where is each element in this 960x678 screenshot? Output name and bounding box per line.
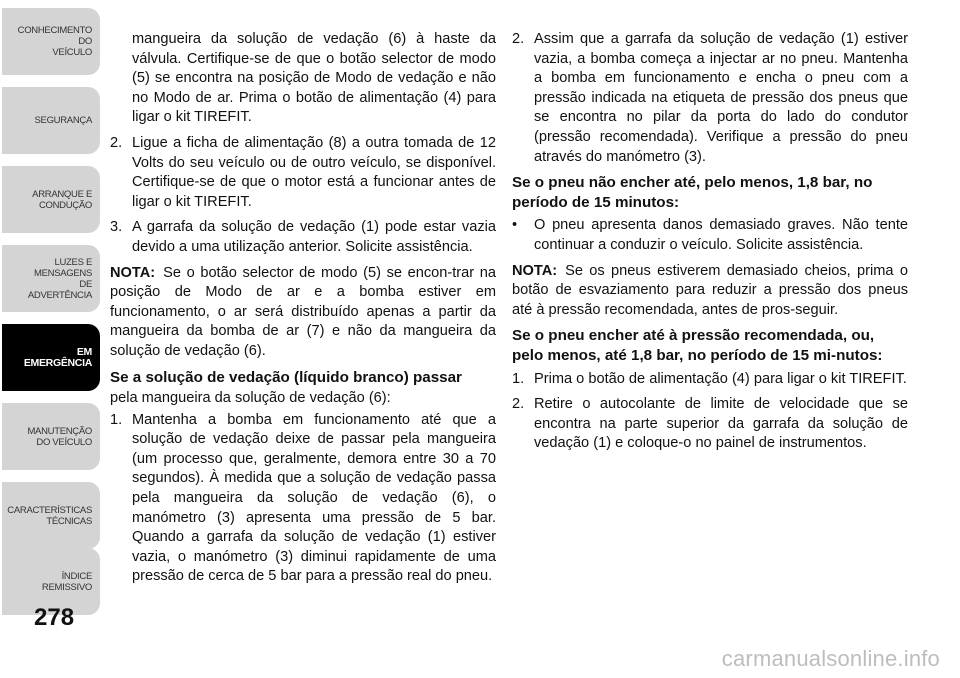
tab-label-line: CONDUÇÃO — [38, 199, 92, 211]
list-number: 1. — [110, 411, 123, 428]
note-paragraph — [110, 264, 496, 362]
tab-label-line: DO VEÍCULO — [36, 436, 92, 448]
list-number: 2. — [512, 396, 525, 413]
tab-caracteristicas-tecnicas[interactable] — [2, 482, 100, 549]
tab-seguranca[interactable] — [2, 87, 100, 154]
watermark: carmanualsonline.info — [721, 646, 940, 671]
left-column — [110, 30, 496, 593]
tab-label-line: EMERGÊNCIA — [23, 356, 92, 369]
note-label: NOTA: — [512, 262, 558, 279]
note-paragraph — [512, 262, 908, 321]
tab-label-line: SEGURANÇA — [34, 115, 92, 126]
list-text: Mantenha a bomba em funcionamento até que a solução de vedação deixe de passar pela mangueira (um processo que, geralmente, demora entre 30 a 70 segundos). À medida que a solução de vedação passa pela mangueira da solução de vedação (6), o manómetro (3) apresenta uma pressão de 5 bar. Quando a garrafa da solução de vedação (1) estiver vazia, o manómetro (3) diminui rapidamente de uma pressão de cerca de 5 bar para a pressão real do pneu. — [132, 411, 496, 585]
right-column — [512, 30, 908, 460]
bullet-mark: • — [512, 217, 518, 234]
list-item — [110, 218, 496, 257]
tab-label-line: DE — [79, 278, 92, 290]
tab-label-line: VEÍCULO — [52, 47, 92, 58]
tab-manutencao-do-veiculo[interactable] — [2, 403, 100, 470]
list-text: Ligue a ficha de alimentação (8) a outra tomada de 12 Volts do seu veículo ou de outro veículo, se disponível. Certifique-se de que o motor está a funcionar antes de ligar o kit TIREFIT. — [132, 134, 496, 210]
note-text: Se os pneus estiverem demasiado cheios, prima o botão de esvaziamento para reduzir a pressão dos pneus até à pressão recomendada, antes de pros-seguir. — [512, 262, 908, 318]
tab-label-line: ÍNDICE — [61, 570, 92, 582]
tab-label-line: DO — [78, 36, 92, 47]
list-item — [110, 411, 496, 587]
tab-label-line: TÉCNICAS — [46, 515, 92, 527]
tab-label-line: CARACTERÍSTICAS — [7, 504, 92, 516]
section-heading: Se o pneu não encher até, pelo menos, 1,8 bar, no período de 15 minutos: — [512, 174, 873, 211]
tab-label-line: MENSAGENS — [33, 267, 92, 279]
list-text: Assim que a garrafa da solução de vedação (1) estiver vazia, a bomba começa a injectar ar no pneu. Mantenha a bomba em funcionamento e encha o pneu com a pressão indicada na etiqueta de pressão dos pneus que se encontra no pilar da porta do lado do condutor (pressão recomendada). Verifique a pressão do pneu através do manómetro (3). — [534, 31, 908, 165]
list-text: Retire o autocolante de limite de velocidade que se encontra na parte superior da garrafa da solução de vedação (1) e coloque-o no painel de instrumentos. — [534, 396, 908, 452]
page-number: 278 — [34, 604, 75, 631]
tab-label-line: MANUTENÇÃO — [27, 425, 92, 437]
tab-label-line: REMISSIVO — [41, 581, 92, 593]
list-number: 1. — [512, 370, 525, 387]
tab-label-line: ADVERTÊNCIA — [27, 289, 92, 301]
tab-label-line: EM — [76, 345, 92, 358]
section-heading: Se a solução de vedação (líquido branco) passar — [110, 368, 462, 386]
tab-em-emergencia[interactable] — [2, 324, 100, 391]
list-item — [512, 30, 908, 167]
note-text: Se o botão selector de modo (5) se encon-trar na posição de Modo de ar e a bomba estiver em funcionamento, o ar será distribuído apenas a partir da mangueira da bomba de ar (7) e não da mangueira da solução de vedação (6). — [110, 264, 496, 359]
chapter-sidebar — [0, 0, 104, 678]
tab-luzes-e-mensagens[interactable] — [2, 245, 100, 312]
list-number: 2. — [512, 31, 525, 47]
list-item — [110, 134, 496, 212]
list-text: Prima o botão de alimentação (4) para ligar o kit TIREFIT. — [534, 370, 907, 387]
paragraph-continuation: mangueira da solução de vedação (6) à haste da válvula. Certifique-se de que o botão selector de modo (5) se encontra na posição de Modo de vedação e não no Modo de ar. Prima o botão de alimentação (4) para ligar o kit TIREFIT. — [132, 31, 496, 126]
heading-continuation: pela mangueira da solução de vedação (6): — [110, 390, 391, 407]
list-text: A garrafa da solução de vedação (1) pode estar vazia devido a uma utilização anterior. Solicite assistência. — [132, 219, 496, 255]
tab-label-line: CONHECIMENTO — [17, 25, 92, 36]
section-heading: Se o pneu encher até à pressão recomendada, ou, pelo menos, até 1,8 bar, no período de 15 mi-nutos: — [512, 327, 883, 364]
tab-label-line: LUZES E — [54, 256, 92, 268]
bullet-item — [512, 216, 908, 255]
tab-arranque-e-conducao[interactable] — [2, 166, 100, 233]
note-label: NOTA: — [110, 264, 156, 281]
list-number: 2. — [110, 134, 123, 151]
list-item — [512, 370, 908, 390]
list-item — [512, 395, 908, 454]
tab-label-line: ARRANQUE E — [32, 188, 92, 200]
tab-conhecimento-do-veiculo[interactable] — [2, 8, 100, 75]
bullet-text: O pneu apresenta danos demasiado graves. Não tente continuar a conduzir o veículo. Solicite assistência. — [534, 217, 908, 253]
list-number: 3. — [110, 219, 123, 236]
